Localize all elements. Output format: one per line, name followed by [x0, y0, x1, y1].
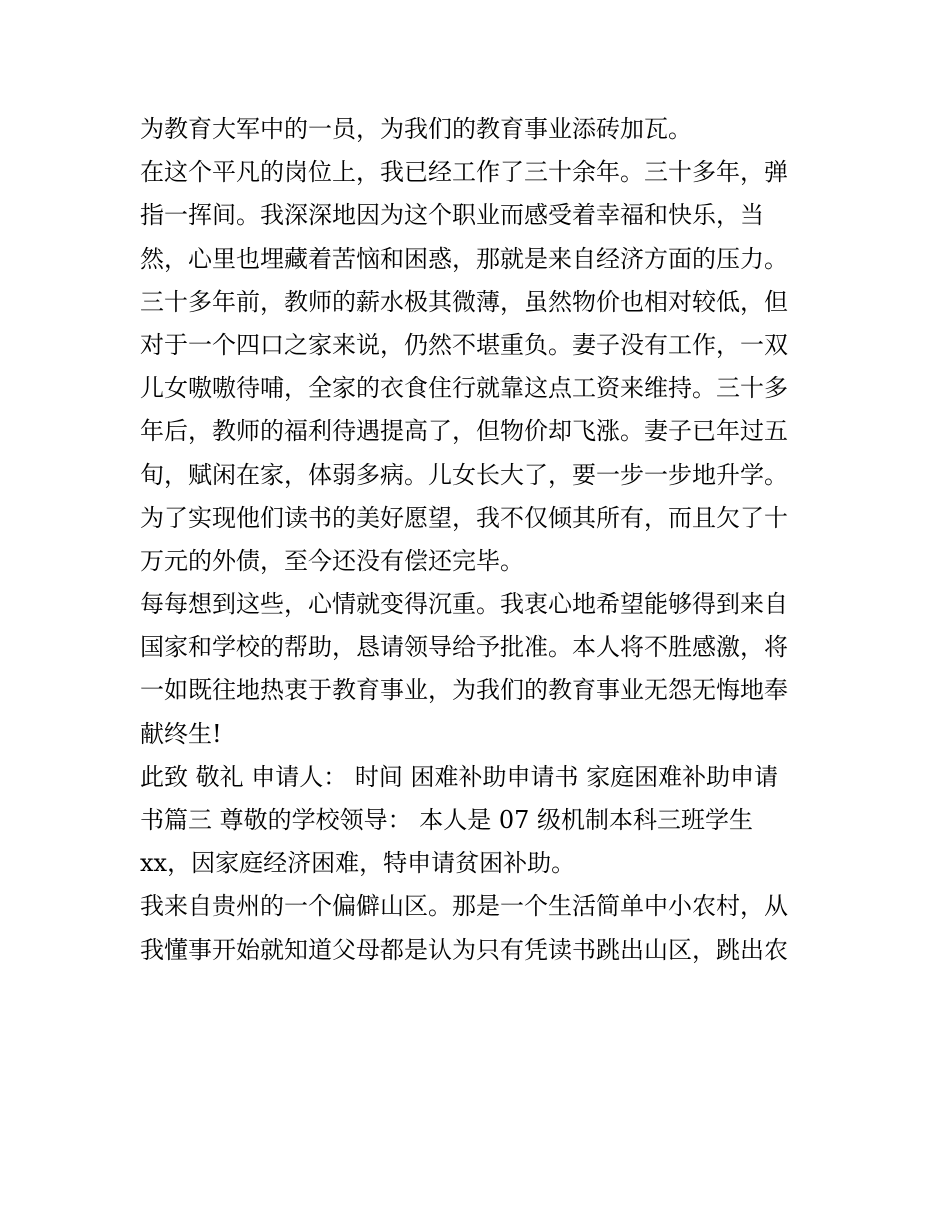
text-line: 旬，赋闲在家，体弱多病。儿女长大了，要一步一步地升学。 [140, 460, 788, 489]
text-line: 献终生! [140, 719, 222, 748]
text-line: 为了实现他们读书的美好愿望，我不仅倾其所有，而且欠了十 [140, 503, 788, 532]
text-line: 在这个平凡的岗位上，我已经工作了三十余年。三十多年，弹 [140, 158, 788, 187]
text-line: 年后，教师的福利待遇提高了，但物价却飞涨。妻子已年过五 [140, 417, 788, 446]
text-line: 书篇三 尊敬的学校领导： 本人是 07 级机制本科三班学生 [140, 806, 754, 834]
text-line: 对于一个四口之家来说，仍然不堪重负。妻子没有工作，一双 [140, 330, 788, 359]
text-line: xx，因家庭经济困难，特申请贫困补助。 [140, 849, 576, 878]
text-line: 儿女嗷嗷待哺，全家的衣食住行就靠这点工资来维持。三十多 [140, 374, 788, 403]
text-line: 我来自贵州的一个偏僻山区。那是一个生活简单中小农村，从 [140, 892, 788, 921]
text-line: 每每想到这些，心情就变得沉重。我衷心地希望能够得到来自 [140, 590, 788, 619]
text-line: 万元的外债，至今还没有偿还完毕。 [140, 546, 524, 575]
text-line: 我懂事开始就知道父母都是认为只有凭读书跳出山区，跳出农 [140, 935, 788, 964]
text-line: 国家和学校的帮助，恳请领导给予批准。本人将不胜感激，将 [140, 633, 788, 662]
text-line: 然，心里也埋藏着苦恼和困惑，那就是来自经济方面的压力。 [140, 244, 788, 273]
text-line: 一如既往地热衷于教育事业，为我们的教育事业无怨无悔地奉 [140, 676, 788, 705]
text-line: 指一挥间。我深深地因为这个职业而感受着幸福和快乐，当 [140, 201, 764, 230]
text-line: 三十多年前，教师的薪水极其微薄，虽然物价也相对较低，但 [140, 287, 788, 316]
text-line: 为教育大军中的一员，为我们的教育事业添砖加瓦。 [140, 115, 692, 143]
document-body [140, 108, 830, 972]
text-line: 此致 敬礼 申请人： 时间 困难补助申请书 家庭困难补助申请 [140, 762, 779, 791]
